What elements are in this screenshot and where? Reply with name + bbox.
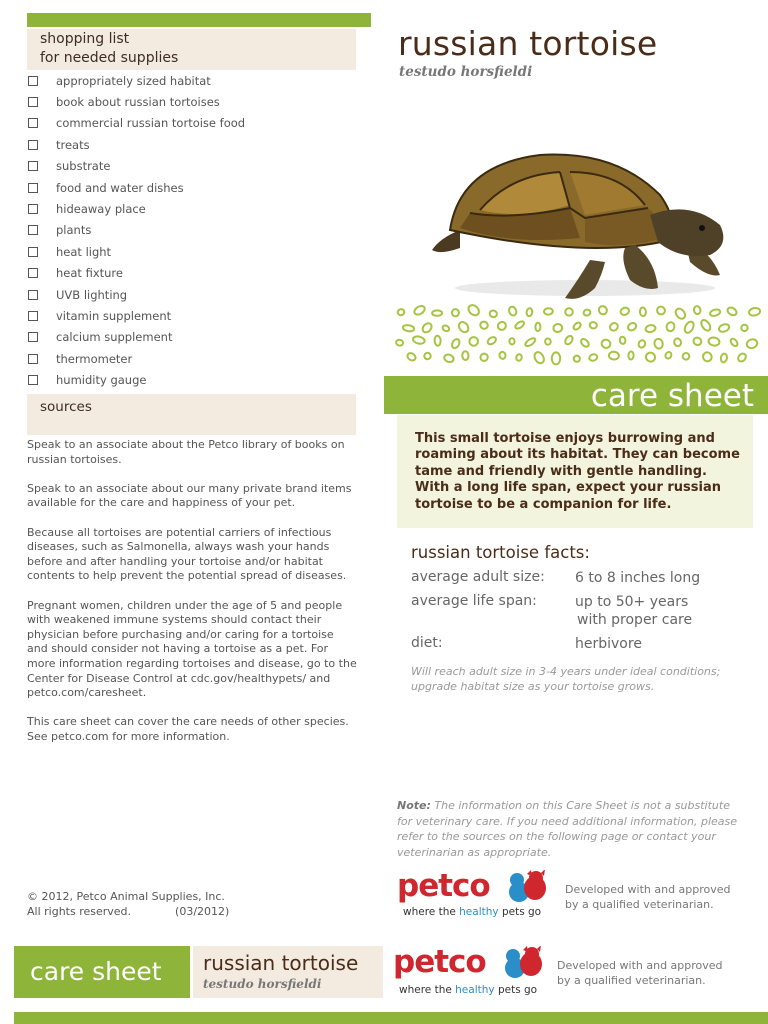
facts-note: Will reach adult size in 3-4 years under ideal conditions; upgrade habitat size as your tortoise grows.: [411, 665, 721, 693]
checklist-item-label: treats: [56, 137, 90, 152]
footer-care-sheet: [14, 946, 190, 998]
checkbox-icon: [28, 161, 38, 171]
checklist-item-label: heat light: [56, 244, 112, 259]
shopping-list-subtitle: for needed supplies: [40, 50, 179, 66]
checklist-item: [27, 134, 357, 155]
shopping-list-title: shopping list: [40, 31, 130, 47]
footer-species: [193, 946, 383, 998]
size-label: average adult size:: [411, 569, 545, 585]
checkbox-icon: [28, 225, 38, 235]
checkbox-icon: [28, 332, 38, 342]
checklist-item: [27, 369, 357, 390]
checklist-item: [27, 284, 357, 305]
checkbox-icon: [28, 354, 38, 364]
sources-paragraph: Speak to an associate about our many private brand items available for the care and happiness of your pet.: [27, 481, 352, 510]
sources-paragraph: Pregnant women, children under the age of 5 and people with weakened immune systems should contact their physician before purchasing and/or caring for a tortoise and should consider not having a tortoise as a pet. For more information regarding tortoises and disease, go to the Center for Disease Control at cdc.gov/healthypets/ and petco.com/caresheet.: [27, 598, 357, 700]
sources-text: [27, 438, 357, 759]
checklist-item-label: hideaway place: [56, 202, 146, 217]
top-accent-bar: [27, 13, 371, 27]
lifespan-label: average life span:: [411, 593, 537, 609]
checkbox-icon: [28, 290, 38, 300]
page-title: russian tortoise: [398, 24, 658, 63]
size-value: 6 to 8 inches long: [575, 570, 701, 586]
checkbox-icon: [28, 183, 38, 193]
checklist-item-label: food and water dishes: [56, 180, 184, 195]
checkbox-icon: [28, 118, 38, 128]
checklist-item: [27, 198, 357, 219]
checklist-item: [27, 305, 357, 326]
copyright-line: © 2012, Petco Animal Supplies, Inc.: [27, 890, 225, 903]
petco-logo: [397, 868, 557, 920]
checklist-item-label: book about russian tortoises: [56, 95, 220, 110]
bottom-accent-bar: [14, 1012, 768, 1024]
petco-wordmark: petco: [393, 944, 486, 980]
checklist-item-label: commercial russian tortoise food: [56, 116, 246, 131]
diet-label: diet:: [411, 635, 443, 651]
footer-care-sheet-label: care sheet: [30, 957, 162, 986]
rights-reserved: All rights reserved.: [27, 904, 132, 918]
decorative-pattern: [393, 302, 761, 368]
checklist-item-label: appropriately sized habitat: [56, 73, 211, 88]
checkbox-icon: [28, 375, 38, 385]
checklist-item-label: UVB lighting: [56, 287, 128, 302]
checklist-item-label: plants: [56, 223, 92, 238]
checklist-item: [27, 91, 357, 112]
sources-paragraph: Speak to an associate about the Petco library of books on russian tortoises.: [27, 438, 345, 466]
copyright-notice: [27, 890, 357, 919]
checklist-item: [27, 177, 357, 198]
scientific-name: testudo horsfieldi: [399, 64, 533, 80]
petco-logo-footer: [393, 944, 553, 1000]
footer-title: russian tortoise: [203, 951, 359, 975]
checklist-item: [27, 70, 357, 91]
checklist-item-label: humidity gauge: [56, 373, 147, 388]
care-sheet-label: care sheet: [590, 378, 754, 414]
copyright-date: (03/2012): [175, 904, 230, 918]
pets-icon: [499, 946, 545, 980]
checkbox-icon: [28, 76, 38, 86]
checkbox-icon: [28, 311, 38, 321]
lifespan-value: up to 50+ years: [575, 594, 689, 610]
checklist-item: [27, 156, 357, 177]
facts-title: russian tortoise facts:: [411, 543, 590, 562]
checklist-item: [27, 348, 357, 369]
checkbox-icon: [28, 268, 38, 278]
checklist-item-label: substrate: [56, 159, 111, 174]
intro-text: This small tortoise enjoys burrowing and roaming about its habitat. They can become tame and friendly with gentle handling. With a long life span, expect your russian tortoise to be a companion for life.: [415, 431, 740, 512]
checklist-item-label: thermometer: [56, 351, 133, 366]
sources-paragraph: This care sheet can cover the care needs of other species. See petco.com for more information.: [27, 715, 349, 743]
checklist-item: [27, 220, 357, 241]
disclaimer-label: Note:: [397, 799, 431, 812]
checklist-item-label: vitamin supplement: [56, 308, 172, 323]
checklist-item: [27, 241, 357, 262]
checklist-item-label: calcium supplement: [56, 330, 173, 345]
petco-tagline: where the healthy pets go: [399, 984, 538, 996]
diet-value: herbivore: [575, 636, 642, 652]
shopping-checklist: [27, 70, 357, 391]
checklist-item: [27, 263, 357, 284]
sources-paragraph: Because all tortoises are potential carriers of infectious diseases, such as Salmonella, always wash your hands before and after handling your tortoise and/or habitat contents to help prevent the potential spread of diseases.: [27, 525, 347, 583]
checklist-item: [27, 327, 357, 348]
disclaimer-text: The information on this Care Sheet is not a substitute for veterinary care. If you need additional information, please refer to the sources on the following page or contact your veterinarian as appropriate.: [397, 799, 738, 859]
lifespan-value-cont: with proper care: [577, 612, 693, 628]
checkbox-icon: [28, 97, 38, 107]
petco-tagline: where the healthy pets go: [403, 906, 542, 918]
pets-icon: [503, 870, 549, 904]
checkbox-icon: [28, 247, 38, 257]
footer-scientific-name: testudo horsfieldi: [203, 977, 322, 991]
petco-wordmark: petco: [397, 868, 490, 904]
care-sheet-banner: [384, 376, 768, 414]
checklist-item: [27, 113, 357, 134]
intro-box: [397, 415, 753, 528]
tortoise-image: [420, 110, 740, 310]
sources-title: sources: [40, 399, 92, 415]
shopping-list-header: [27, 29, 356, 70]
checklist-item-label: heat fixture: [56, 266, 123, 281]
checkbox-icon: [28, 140, 38, 150]
disclaimer: [397, 798, 742, 860]
sources-header: [27, 394, 356, 435]
vet-approval: Developed with and approved by a qualified veterinarian.: [565, 883, 731, 911]
vet-approval-footer: Developed with and approved by a qualified veterinarian.: [557, 959, 723, 987]
checkbox-icon: [28, 204, 38, 214]
